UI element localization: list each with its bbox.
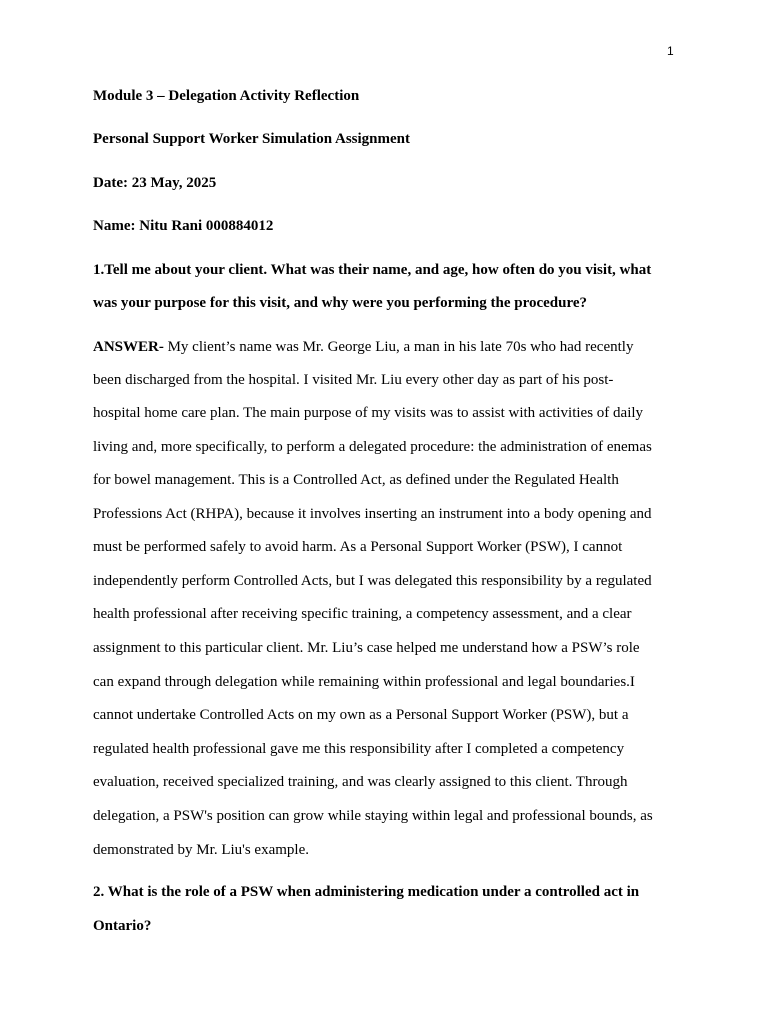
answer-1-line (93, 337, 633, 357)
question-1-line: 1.Tell me about your client. What was their name, and age, how often do you visit, what (93, 262, 652, 278)
answer-1-line: assignment to this particular client. Mr. Liu’s case helped me understand how a PSW’s role (93, 640, 640, 656)
answer-1-line: demonstrated by Mr. Liu's example. (93, 842, 309, 858)
answer-1-line: can expand through delegation while remaining within professional and legal boundaries.I (93, 674, 635, 690)
answer-1-line: Professions Act (RHPA), because it involves inserting an instrument into a body opening and (93, 506, 652, 522)
page-number: 1 (667, 44, 674, 58)
question-1-line: was your purpose for this visit, and why were you performing the procedure? (93, 295, 588, 311)
answer-1-line: been discharged from the hospital. I visited Mr. Liu every other day as part of his post- (93, 372, 614, 388)
answer-1-line: regulated health professional gave me this responsibility after I completed a competency (93, 741, 625, 757)
answer-1-line: health professional after receiving specific training, a competency assessment, and a clear (93, 606, 632, 622)
question-2-line: Ontario? (93, 918, 152, 934)
name-line: Name: Nitu Rani 000884012 (93, 218, 274, 234)
answer-1-line: cannot undertake Controlled Acts on my own as a Personal Support Worker (PSW), but a (93, 707, 629, 723)
question-2-line: 2. What is the role of a PSW when administering medication under a controlled act in (93, 884, 640, 900)
answer-1-line: hospital home care plan. The main purpose of my visits was to assist with activities of daily (93, 405, 644, 421)
answer-1-line: independently perform Controlled Acts, but I was delegated this responsibility by a regulated (93, 573, 652, 589)
answer-1-line: living and, more specifically, to perform a delegated procedure: the administration of enemas (93, 439, 652, 455)
date-line: Date: 23 May, 2025 (93, 175, 217, 191)
answer-1-line: must be performed safely to avoid harm. As a Personal Support Worker (PSW), I cannot (93, 539, 623, 555)
answer-1-line: delegation, a PSW's position can grow while staying within legal and professional bounds, as (93, 808, 653, 824)
answer-1-first-line-text: My client’s name was Mr. George Liu, a man in his late 70s who had recently (163, 339, 634, 355)
module-title: Module 3 – Delegation Activity Reflection (93, 88, 360, 104)
answer-1-line: for bowel management. This is a Controlled Act, as defined under the Regulated Health (93, 472, 619, 488)
answer-1-line: evaluation, received specialized training, and was clearly assigned to this client. Through (93, 774, 628, 790)
assignment-title: Personal Support Worker Simulation Assignment (93, 131, 410, 147)
answer-label: ANSWER- (93, 339, 164, 355)
